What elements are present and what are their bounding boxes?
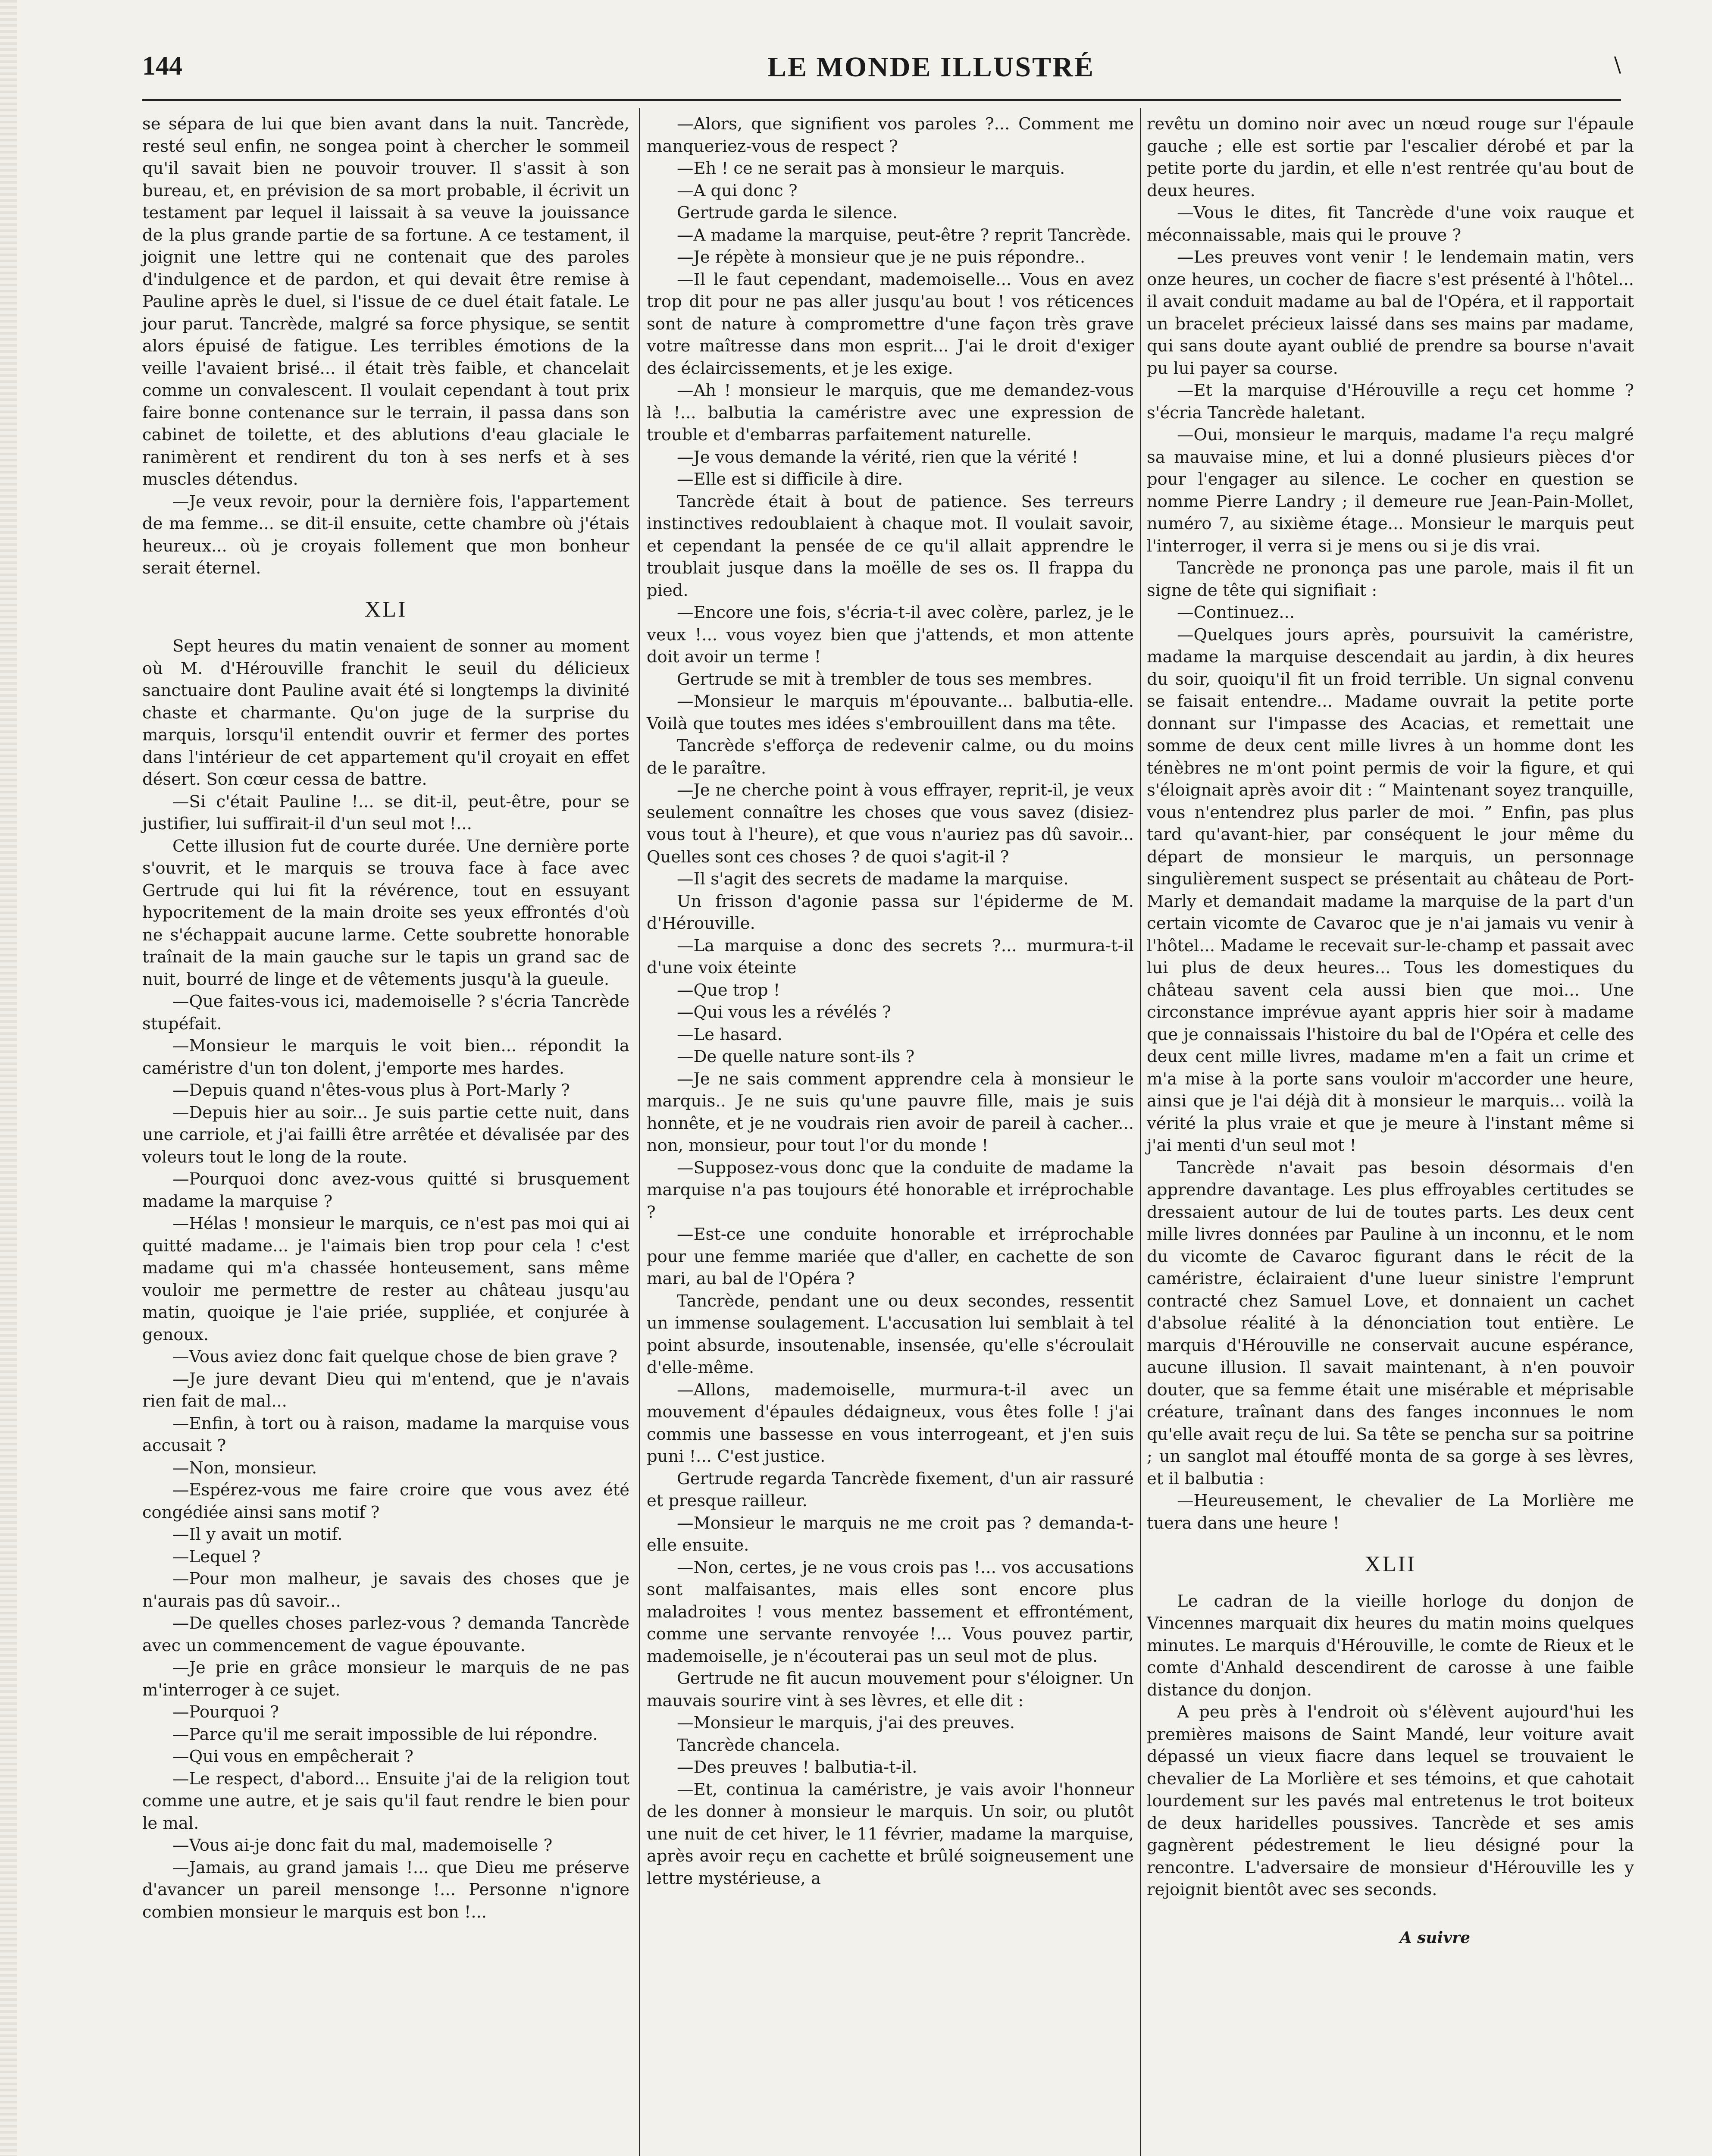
paragraph: —Elle est si difficile à dire. (677, 470, 903, 489)
paragraph: —Supposez-vous donc que la conduite de madame la marquise n'a pas toujours été honorable et irréprochable ? (647, 1158, 1134, 1222)
paragraph: —Est-ce une conduite honorable et irréprochable pour une femme mariée que d'aller, en cachette de son mari, au bal de l'Opéra ? (647, 1225, 1134, 1288)
paragraph: —Le respect, d'abord... Ensuite j'ai de la religion tout comme une autre, et je sais qu'il faut rendre le bien pour le mal. (142, 1769, 629, 1833)
paragraph: —Si c'était Pauline !... se dit-il, peut-être, pour se justifier, lui suffirait-il d'un seul mot !... (142, 792, 629, 834)
paragraph: —Vous ai-je donc fait du mal, mademoiselle ? (172, 1836, 553, 1855)
paragraph: —Monsieur le marquis ne me croit pas ? demanda-t-elle ensuite. (647, 1513, 1134, 1555)
paragraph: —Oui, monsieur le marquis, madame l'a reçu malgré sa mauvaise mine, et lui a donné plusieurs pièces d'or pour l'engager au silence. Le cocher en question se nomme Pierre Landry ; il demeure rue Jean-Pain-Mollet, numéro 7, au sixième étage... Monsieur le marquis peut l'interroger, il verra si je mens ou si je dis vrai. (1147, 425, 1634, 556)
paragraph: —Pourquoi ? (172, 1702, 279, 1722)
paragraph: —Qui vous en empêcherait ? (172, 1747, 413, 1766)
paragraph: —Heureusement, le chevalier de La Morlière me tuera dans une heure ! (1147, 1491, 1634, 1533)
paragraph: —Continuez... (1177, 603, 1295, 622)
paragraph: Cette illusion fut de courte durée. Une dernière porte s'ouvrit, et le marquis se trouva face à face avec Gertrude qui lui fit la révérence, tout en essuyant hypocritement de la main droite ses yeux effrontés d'où ne s'échappait aucune larme. Cette soubrette honorable traînait de la main gauche sur le tapis un grand sac de nuit, bourré de linge et de vêtements jusqu'à la gueule. (142, 836, 629, 989)
paragraph: —Allons, mademoiselle, murmura-t-il avec un mouvement d'épaules dédaigneux, vous êtes folle ! j'ai commis une bassesse en vous interrogeant, et j'en suis puni !... C'est justice. (647, 1380, 1134, 1466)
running-title: LE MONDE ILLUSTRÉ (767, 51, 1095, 83)
paragraph: —Les preuves vont venir ! le lendemain matin, vers onze heures, un cocher de fiacre s'est présenté à l'hôtel... il avait conduit madame au bal de l'Opéra, et il rapportait un bracelet précieux laissé dans ses mains par madame, qui sans doute ayant oublié de prendre sa bourse n'avait pu lui payer sa course. (1147, 248, 1634, 378)
paragraph: —Je répète à monsieur que je ne puis répondre.. (677, 248, 1086, 267)
paragraph: Gertrude se mit à trembler de tous ses membres. (677, 669, 1092, 689)
paragraph: —La marquise a donc des secrets ?... murmura-t-il d'une voix éteinte (647, 936, 1134, 978)
page-number: 144 (142, 51, 182, 81)
paragraph: —Des preuves ! balbutia-t-il. (677, 1758, 917, 1777)
paragraph: Tancrède, pendant une ou deux secondes, ressentit un immense soulagement. L'accusation lui semblait à tel point absurde, insoutenable, insensée, qu'elle s'écroulait d'elle-même. (647, 1291, 1134, 1377)
paragraph: —Pour mon malheur, je savais des choses que je n'aurais pas dû savoir... (142, 1569, 629, 1611)
paragraph: Gertrude garda le silence. (677, 203, 898, 222)
paragraph: —Je veux revoir, pour la dernière fois, l'appartement de ma femme... se dit-il ensuite, cette chambre où j'étais heureux... où je croyais follement que mon bonheur serait éternel. (142, 492, 629, 578)
paragraph: revêtu un domino noir avec un nœud rouge sur l'épaule gauche ; elle est sortie par l'escalier dérobé et par la petite porte du jardin, et elle n'est rentrée qu'au bout de deux heures. (1147, 114, 1634, 201)
to-be-continued: A suivre (1399, 1928, 1470, 1947)
page-header (142, 51, 1621, 94)
paragraph: —Monsieur le marquis, j'ai des preuves. (677, 1713, 1015, 1733)
paragraph: —Quelques jours après, poursuivit la caméristre, madame la marquise descendait au jardin, à dix heures du soir, quoiqu'il fit un froid terrible. Un signal convenu se faisait entendre... Madame ouvrait la petite porte donnant sur l'impasse des Acacias, et remettait une somme de deux cent mille livres à un homme dont les ténèbres ne m'ont point permis de voir la figure, et qui s'éloignait après avoir dit : “ Maintenant soyez tranquille, vous n'entendrez plus parler de moi. ” Enfin, pas plus tard qu'avant-hier, par conséquent le jour même du départ de monsieur le marquis, un personnage singulièrement suspect se présentait au château de Port-Marly et demandait madame la marquise de la part d'un certain vicomte de Cavaroc que je n'ai jamais vu venir à l'hôtel... Madame le recevait sur-le-champ et passait avec lui plus de deux heures... Tous les domestiques du château savent cela aussi bien que moi... Une circonstance imprévue ayant appris hier soir à madame que je connaissais l'histoire du bal de l'Opéra et celle des deux cent mille livres, madame m'en a fait un crime et m'a mise à la porte sans vouloir m'accorder une heure, ainsi que je l'ai déjà dit à monsieur le marquis... voilà la vérité la plus vraie et que je meure à l'instant même si j'ai menti d'un seul mot ! (1147, 625, 1634, 1155)
paragraph: —Jamais, au grand jamais !... que Dieu me préserve d'avancer un pareil mensonge !... Personne n'ignore combien monsieur le marquis est bon !... (142, 1858, 629, 1922)
paragraph: —Je prie en grâce monsieur le marquis de ne pas m'interroger à ce sujet. (142, 1658, 629, 1700)
paragraph: —Il le faut cependant, mademoiselle... Vous en avez trop dit pour ne pas aller jusqu'au bout ! vos réticences sont de nature à compromettre d'une façon très grave votre maîtresse dans mon esprit... J'ai le droit d'exiger des éclaircissements, et je les exige. (647, 270, 1134, 378)
paragraph: —Monsieur le marquis le voit bien... répondit la caméristre d'un ton dolent, j'emporte mes hardes. (142, 1036, 629, 1078)
paragraph: se sépara de lui que bien avant dans la nuit. Tancrède, resté seul enfin, ne songea point à chercher le sommeil qu'il savait bien ne pouvoir trouver. Il s'assit à son bureau, et, en prévision de sa mort probable, il écrivit un testament par lequel il laissait à sa veuve la jouissance de la plus grande partie de sa fortune. A ce testament, il joignit une lettre qui ne contenait que des paroles d'indulgence et de pardon, et qui devait être remise à Pauline après le duel, si l'issue de ce duel était fatale. Le jour parut. Tancrède, malgré sa force physique, se sentit alors épuisé de fatigue. Les terribles émotions de la veille l'avaient brisé... il était très faible, et chancelait comme un convalescent. Il voulait cependant à tout prix faire bonne contenance sur le terrain, il passa dans son cabinet de toilette, et des ablutions d'eau glaciale le ranimèrent et rendirent du ton à ses nerfs et à ses muscles détendus. (142, 114, 629, 489)
paragraph: —Parce qu'il me serait impossible de lui répondre. (172, 1724, 598, 1744)
paragraph: Tancrède n'avait pas besoin désormais d'en apprendre davantage. Les plus effroyables certitudes se dressaient autour de lui de toutes parts. Les deux cent mille livres données par Pauline à un inconnu, et le nom du vicomte de Cavaroc figurant dans le récit de la caméristre, éclairaient d'une lueur sinistre l'emprunt contracté chez Samuel Love, et donnaient un cachet d'absolue réalité à la dénonciation tout entière. Le marquis d'Hérouville ne conservait aucune espérance, aucune illusion. Il savait maintenant, à n'en pouvoir douter, que sa femme était une misérable et méprisable créature, traînant dans des fanges inconnues le nom qu'elle avait reçu de lui. Sa tête se pencha sur sa poitrine ; un sanglot mal étouffé monta de sa gorge à ses lèvres, et il balbutia : (1147, 1158, 1634, 1489)
paragraph: —Espérez-vous me faire croire que vous avez été congédiée ainsi sans motif ? (142, 1480, 629, 1522)
paragraph: —Depuis quand n'êtes-vous plus à Port-Marly ? (172, 1081, 570, 1100)
paragraph: —Je ne cherche point à vous effrayer, reprit-il, je veux seulement connaître les choses que vous savez (disiez-vous tout à l'heure), et que vous n'auriez pas dû savoir... Quelles sont ces choses ? de quoi s'agit-il ? (647, 780, 1134, 867)
paragraph: —Je ne sais comment apprendre cela à monsieur le marquis.. Je ne suis qu'une pauvre fille, mais je suis honnête, et je ne voudrais rien avoir de pareil à cacher... non, monsieur, pour tout l'or du monde ! (647, 1069, 1134, 1155)
paragraph: Le cadran de la vieille horloge du donjon de Vincennes marquait dix heures du matin moins quelques minutes. Le marquis d'Hérouville, le comte de Rieux et le comte d'Anhald descendirent de carosse à une faible distance du donjon. (1147, 1591, 1634, 1700)
chapter-heading: XLII (1365, 1552, 1416, 1576)
paragraph: A peu près à l'endroit où s'élèvent aujourd'hui les premières maisons de Saint Mandé, leur voiture avait dépassé un vieux fiacre dans lequel se trouvaient le chevalier de La Morlière et ses témoins, et que cahotait lourdement sur les pavés mal entretenus le trot boiteux de deux haridelles poussives. Tancrède et ses amis gagnèrent pédestrement le lieu désigné pour la rencontre. L'adversaire de monsieur d'Hérouville les y rejoignit bientôt avec ses seconds. (1147, 1702, 1634, 1899)
scanned-binding-edge (0, 0, 17, 2156)
paragraph: Tancrède chancela. (677, 1735, 840, 1755)
paragraph: —Non, monsieur. (172, 1458, 317, 1478)
column-divider-2 (1140, 108, 1141, 2156)
paragraph: Gertrude ne fit aucun mouvement pour s'éloigner. Un mauvais sourire vint à ses lèvres, et elle dit : (647, 1669, 1134, 1711)
paragraph: —Il s'agit des secrets de madame la marquise. (677, 869, 1069, 889)
paragraph: —Que trop ! (677, 980, 780, 1000)
paragraph: —Lequel ? (172, 1547, 261, 1567)
paragraph: Gertrude regarda Tancrède fixement, d'un air rassuré et presque railleur. (647, 1469, 1134, 1510)
paragraph: —Qui vous les a révélés ? (677, 1003, 891, 1022)
paragraph: —Eh ! ce ne serait pas à monsieur le marquis. (677, 159, 1065, 178)
paragraph: —Et la marquise d'Hérouville a reçu cet homme ? s'écria Tancrède haletant. (1147, 381, 1634, 423)
paragraph: —Non, certes, je ne vous crois pas !... vos accusations sont malfaisantes, mais elles sont encore plus maladroites ! vous mentez bassement et effrontément, comme une servante renvoyée !... Vous pouvez partir, mademoiselle, je n'écouterai pas un seul mot de plus. (647, 1557, 1134, 1666)
paragraph: —Ah ! monsieur le marquis, que me demandez-vous là !... balbutia la caméristre avec une expression de trouble et d'embarras parfaitement naturelle. (647, 381, 1134, 445)
paragraph: —Je jure devant Dieu qui m'entend, que je n'avais rien fait de mal... (142, 1369, 629, 1411)
paragraph: —Hélas ! monsieur le marquis, ce n'est pas moi qui ai quitté madame... je l'aimais bien trop pour cela ! c'est madame qui m'a chassée honteusement, sans même vouloir me permettre de rester au château jusqu'au matin, quoique je l'aie priée, suppliée, et conjurée à genoux. (142, 1214, 629, 1344)
paragraph: —Monsieur le marquis m'épouvante... balbutia-elle. Voilà que toutes mes idées s'embrouillent dans ma tête. (647, 692, 1134, 733)
column-2 (647, 113, 1134, 1890)
paragraph: —Depuis hier au soir... Je suis partie cette nuit, dans une carriole, et j'ai failli être arrêtée et dévalisée par des voleurs tout le long de la route. (142, 1103, 629, 1167)
paragraph: —Et, continua la caméristre, je vais avoir l'honneur de les donner à monsieur le marquis. Un soir, ou plutôt une nuit de cet hiver, le 11 février, madame la marquise, après avoir reçu en cachette et brûlé soigneusement une lettre mystérieuse, a (647, 1780, 1134, 1888)
paragraph: —Il y avait un motif. (172, 1525, 343, 1544)
paragraph: —Vous le dites, fit Tancrède d'une voix rauque et méconnaissable, mais qui le prouve ? (1147, 203, 1634, 245)
chapter-heading: XLI (364, 597, 407, 622)
paragraph: —De quelles choses parlez-vous ? demanda Tancrède avec un commencement de vague épouvante. (142, 1614, 629, 1655)
column-divider-1 (639, 108, 640, 2156)
paragraph: —Le hasard. (677, 1025, 782, 1044)
corner-mark: \ (1614, 53, 1621, 77)
column-1 (142, 113, 629, 1923)
paragraph: —Je vous demande la vérité, rien que la vérité ! (677, 447, 1079, 467)
paragraph: Tancrède était à bout de patience. Ses terreurs instinctives redoublaient à chaque mot. Il voulait savoir, et cependant la pensée de ce qu'il allait apprendre le troublait jusque dans la moëlle de ses os. Il frappa du pied. (647, 492, 1134, 600)
paragraph: —A qui donc ? (677, 181, 798, 201)
paragraph: —Enfin, à tort ou à raison, madame la marquise vous accusait ? (142, 1413, 629, 1455)
header-rule (142, 99, 1621, 101)
paragraph: —A madame la marquise, peut-être ? reprit Tancrède. (677, 225, 1131, 245)
paragraph: —Vous aviez donc fait quelque chose de bien grave ? (172, 1347, 617, 1366)
paragraph: —Encore une fois, s'écria-t-il avec colère, parlez, je le veux !... vous voyez bien que j'attends, et mon attente doit avoir un terme ! (647, 603, 1134, 667)
paragraph: Tancrède s'efforça de redevenir calme, ou du moins de le paraître. (647, 736, 1134, 778)
paragraph: Tancrède ne prononça pas une parole, mais il fit un signe de tête qui signifiait : (1147, 558, 1634, 600)
paragraph: —Que faites-vous ici, mademoiselle ? s'écria Tancrède stupéfait. (142, 992, 629, 1034)
paragraph: —Alors, que signifient vos paroles ?... Comment me manqueriez-vous de respect ? (647, 114, 1134, 156)
paragraph: —Pourquoi donc avez-vous quitté si brusquement madame la marquise ? (142, 1169, 629, 1211)
paragraph: Un frisson d'agonie passa sur l'épiderme de M. d'Hérouville. (647, 891, 1134, 933)
paragraph: —De quelle nature sont-ils ? (677, 1047, 915, 1066)
column-3 (1147, 113, 1634, 1949)
paragraph: Sept heures du matin venaient de sonner au moment où M. d'Hérouville franchit le seuil du délicieux sanctuaire dont Pauline avait été si longtemps la divinité chaste et charmante. Qu'on juge de la surprise du marquis, lorsqu'il entendit ouvrir et fermer des portes dans l'intérieur de cet appartement qu'il croyait en effet désert. Son cœur cessa de battre. (142, 636, 629, 789)
